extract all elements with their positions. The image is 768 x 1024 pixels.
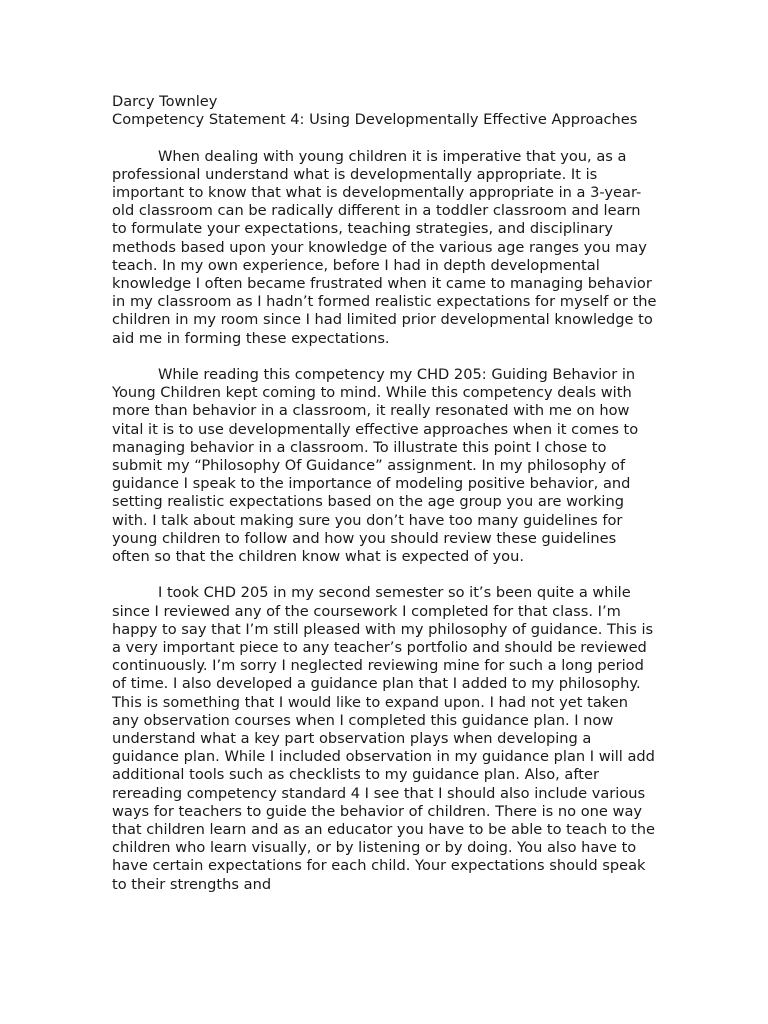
document-title: Competency Statement 4: Using Developmentally Effective Approaches: [112, 111, 638, 129]
document-body: [112, 93, 657, 894]
author-name: Darcy Townley: [112, 93, 218, 110]
paragraph-1: When dealing with young children it is imperative that you, as a professional understand what is developmentally appropriate. It is important to know that what is developmentally appropriate in a 3-year-old classroom can be radically different in a toddler classroom and learn to formulate your expectations, teaching strategies, and disciplinary methods based upon your knowledge of the various age ranges you may teach. In my own experience, before I had in depth developmental knowledge I often became frustrated when it came to managing behavior in my classroom as I hadn’t formed realistic expectations for myself or the children in my room since I had limited prior developmental knowledge to aid me in forming these expectations.: [112, 147, 657, 347]
paragraph-2: While reading this competency my CHD 205: Guiding Behavior in Young Children kept coming to mind. While this competency deals with more than behavior in a classroom, it really resonated with me on how vital it is to use developmentally effective approaches when it comes to managing behavior in a classroom. To illustrate this point I chose to submit my “Philosophy Of Guidance” assignment. In my philosophy of guidance I speak to the importance of modeling positive behavior, and setting realistic expectations based on the age group you are working with. I talk about making sure you don’t have too many guidelines for young children to follow and how you should review these guidelines often so that the children know what is expected of you.: [112, 366, 639, 566]
paragraph-3: I took CHD 205 in my second semester so it’s been quite a while since I reviewed any of the coursework I completed for that class. I’m happy to say that I’m still pleased with my philosophy of guidance. This is a very important piece to any teacher’s portfolio and should be reviewed continuously. I’m sorry I neglected reviewing mine for such a long period of time. I also developed a guidance plan that I added to my philosophy. This is something that I would like to expand upon. I had not yet taken any observation courses when I completed this guidance plan. I now understand what a key part observation plays when developing a guidance plan. While I included observation in my guidance plan I will add additional tools such as checklists to my guidance plan. Also, after rereading competency standard 4 I see that I should also include various ways for teachers to guide the behavior of children. There is no one way that children learn and as an educator you have to be able to teach to the children who learn visually, or by listening or by doing. You also have to have certain expectations for each child. Your expectations should speak to their strengths and: [112, 584, 655, 893]
